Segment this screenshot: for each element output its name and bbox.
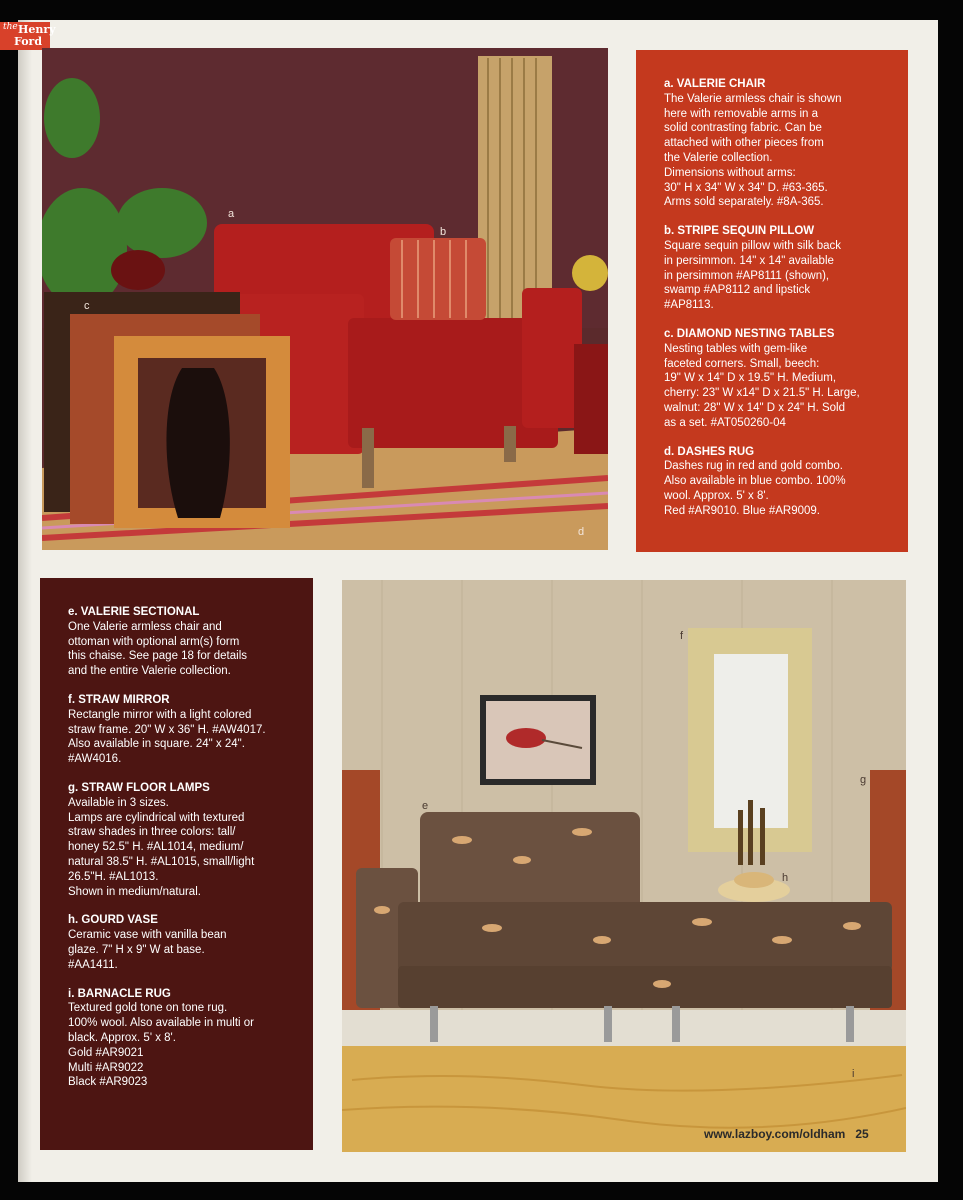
callout-e: e bbox=[422, 800, 429, 812]
product-title: e. VALERIE SECTIONAL bbox=[68, 606, 200, 618]
photo-illustration-bottom bbox=[342, 580, 906, 1152]
product-title: g. STRAW FLOOR LAMPS bbox=[68, 781, 210, 794]
product-item-d bbox=[664, 445, 898, 519]
product-description: Textured gold tone on tone rug. 100% wool. Also available in multi or black. Approx. 5' x 8'. Gold #AR9021 Multi #AR9022 Black #AR9023 bbox=[68, 1002, 255, 1089]
page-footer bbox=[704, 1127, 869, 1141]
callout-i: i bbox=[852, 1068, 855, 1080]
product-title: b. STRIPE SEQUIN PILLOW bbox=[664, 225, 815, 238]
product-description: Square sequin pillow with silk back in persimmon. 14" x 14" available in persimmon #AP8111 (shown), swamp #AP8112 and lipstick #AP8113. bbox=[664, 239, 842, 312]
product-title: f. STRAW MIRROR bbox=[68, 693, 170, 706]
product-title: a. VALERIE CHAIR bbox=[664, 78, 766, 90]
product-item-i bbox=[68, 987, 303, 1091]
product-title: d. DASHES RUG bbox=[664, 445, 755, 458]
callout-c: c bbox=[84, 300, 90, 312]
product-item-g bbox=[68, 781, 303, 899]
callout-f: f bbox=[680, 630, 684, 642]
product-descriptions-bottom bbox=[40, 578, 313, 1150]
logo-the: the bbox=[3, 22, 18, 32]
henry-ford-logo bbox=[0, 22, 56, 50]
callout-h: h bbox=[782, 872, 789, 884]
product-item-f bbox=[68, 693, 303, 767]
product-description: The Valerie armless chair is shown here with removable arms in a solid contrasting fabric. Can be attached with other pieces from the Valerie collection. Dimensions without arms: 30" H x 34" W x 34" D. #63-365. Arms sold separately. #8A-365. bbox=[664, 92, 842, 209]
product-description: Dashes rug in red and gold combo. Also available in blue combo. 100% wool. Approx. 5' x 8'. Red #AR9010. Blue #AR9009. bbox=[664, 460, 846, 517]
product-item-e bbox=[68, 605, 303, 679]
product-descriptions-top bbox=[636, 50, 908, 552]
product-description: Nesting tables with gem-like faceted corners. Small, beech: 19" W x 14" D x 19.5" H. Medium, cherry: 23" W x14" D x 21.5" H. Large, walnut: 28" W x 14" D x 24" H. Sold as a set. #AT050260-04 bbox=[664, 342, 860, 429]
photo-living-room-sectional bbox=[342, 580, 906, 1152]
product-description: Rectangle mirror with a light colored straw frame. 20" W x 36" H. #AW4017. Also available in square. 24" x 24". #AW4016. bbox=[68, 708, 266, 766]
product-title: h. GOURD VASE bbox=[68, 914, 158, 927]
page-number: 25 bbox=[855, 1127, 869, 1141]
logo-line1: Henry bbox=[18, 23, 56, 36]
page-gutter-shadow bbox=[18, 20, 32, 1182]
photo-living-room-red-chair bbox=[42, 48, 608, 550]
product-item-c bbox=[664, 327, 898, 431]
callout-d: d bbox=[578, 526, 585, 538]
product-title: c. DIAMOND NESTING TABLES bbox=[664, 327, 835, 340]
product-item-a bbox=[664, 77, 898, 210]
product-title: i. BARNACLE RUG bbox=[68, 987, 171, 1000]
product-description: Available in 3 sizes. Lamps are cylindrical with textured straw shades in three colors: tall/ honey 52.5" H. #AL1014, medium/ natural 38.5" H. #AL1015, small/light 26.5"H. #AL1013. Shown in medium/natural. bbox=[68, 796, 255, 898]
callout-g: g bbox=[860, 774, 867, 786]
product-item-b bbox=[664, 224, 898, 313]
product-description: Ceramic vase with vanilla bean glaze. 7" H x 9" W at base. #AA1411. bbox=[68, 929, 227, 971]
website-url[interactable]: www.lazboy.com/oldham bbox=[704, 1127, 846, 1141]
photo-illustration-top bbox=[42, 48, 608, 550]
callout-b: b bbox=[440, 226, 447, 238]
logo-line2: Ford bbox=[14, 35, 43, 48]
product-item-h bbox=[68, 913, 303, 972]
callout-a: a bbox=[228, 208, 235, 220]
product-description: One Valerie armless chair and ottoman with optional arm(s) form this chaise. See page 18 for details and the entire Valerie collection. bbox=[68, 620, 248, 678]
